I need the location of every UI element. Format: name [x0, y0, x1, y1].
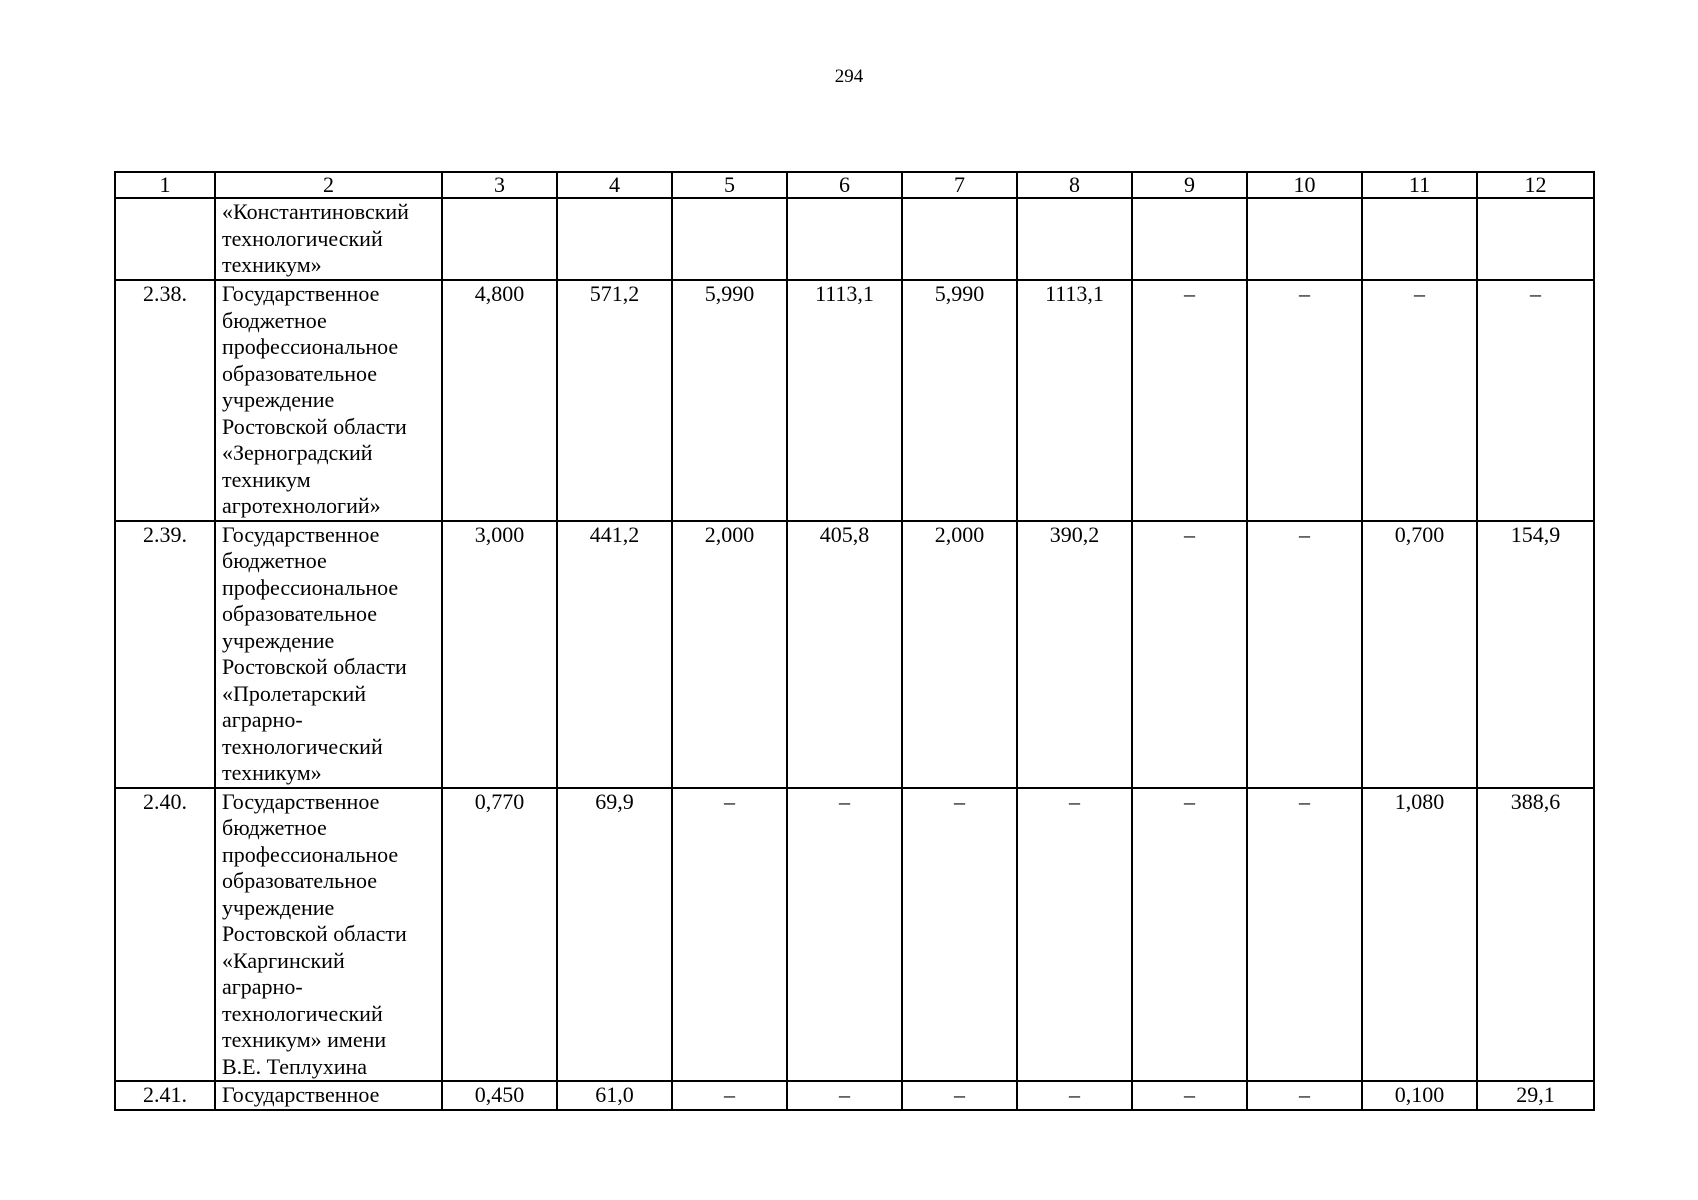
value-cell: – [902, 1081, 1017, 1110]
column-header: 12 [1477, 172, 1594, 198]
value-cell [557, 198, 672, 280]
value-cell: 390,2 [1017, 521, 1132, 788]
value-cell: 0,450 [442, 1081, 557, 1110]
name-line: профессиональное [222, 841, 399, 867]
value-cell: – [1247, 521, 1362, 788]
name-line: Ростовской области [222, 921, 407, 946]
column-header: 2 [215, 172, 442, 198]
value-cell: – [787, 788, 902, 1082]
value-cell [1132, 198, 1247, 280]
name-line: бюджетное [222, 548, 327, 573]
name-line: бюджетное [222, 815, 327, 840]
name-line: «Каргинский [222, 947, 345, 973]
column-header: 11 [1362, 172, 1477, 198]
name-line: аграрно- [222, 707, 303, 732]
column-header: 9 [1132, 172, 1247, 198]
value-cell [1362, 198, 1477, 280]
institution-name [215, 788, 442, 1082]
name-line: техникум» имени [222, 1027, 387, 1052]
table-row [115, 788, 1594, 1082]
name-line: техникум» [222, 760, 322, 785]
value-cell: – [1247, 1081, 1362, 1110]
value-cell: 61,0 [557, 1081, 672, 1110]
value-cell: 0,100 [1362, 1081, 1477, 1110]
column-header: 5 [672, 172, 787, 198]
value-cell: 1113,1 [787, 280, 902, 521]
value-cell: 0,770 [442, 788, 557, 1082]
table-row [115, 198, 1594, 280]
name-line: учреждение [222, 894, 335, 920]
name-line: Государственное [222, 788, 380, 814]
name-line: профессиональное [222, 574, 399, 600]
page-number: 294 [834, 66, 864, 87]
value-cell: – [1017, 788, 1132, 1082]
value-cell: – [1132, 1081, 1247, 1110]
value-cell: – [902, 788, 1017, 1082]
value-cell: – [1017, 1081, 1132, 1110]
column-header: 1 [115, 172, 215, 198]
name-line: Государственное [222, 521, 380, 547]
column-header: 10 [1247, 172, 1362, 198]
table-header-row [115, 172, 1594, 198]
value-cell [442, 198, 557, 280]
value-cell: 2,000 [672, 521, 787, 788]
name-line: технологический [222, 1000, 383, 1026]
table-row [115, 521, 1594, 788]
value-cell: – [1247, 788, 1362, 1082]
value-cell: – [1132, 521, 1247, 788]
table-row [115, 280, 1594, 521]
name-line: бюджетное [222, 307, 327, 333]
name-line: Государственное [222, 1082, 380, 1107]
name-line: «Зерноградский [222, 440, 373, 465]
value-cell: – [672, 1081, 787, 1110]
value-cell: 571,2 [557, 280, 672, 521]
value-cell: 0,700 [1362, 521, 1477, 788]
column-header: 4 [557, 172, 672, 198]
name-line: техникум [222, 466, 311, 492]
data-table [114, 171, 1595, 1111]
name-line: агротехнологий» [222, 493, 381, 518]
value-cell [672, 198, 787, 280]
column-header: 6 [787, 172, 902, 198]
value-cell: 3,000 [442, 521, 557, 788]
value-cell: – [787, 1081, 902, 1110]
name-line: образовательное [222, 601, 378, 626]
value-cell: 5,990 [902, 280, 1017, 521]
table-row [115, 1081, 1594, 1110]
institution-name [215, 198, 442, 280]
value-cell: 69,9 [557, 788, 672, 1082]
value-cell: – [672, 788, 787, 1082]
name-line: Государственное [222, 281, 380, 306]
column-header: 8 [1017, 172, 1132, 198]
name-line: «Пролетарский [222, 680, 366, 706]
value-cell: – [1132, 788, 1247, 1082]
value-cell: – [1362, 280, 1477, 521]
name-line: учреждение [222, 627, 335, 653]
value-cell: 1,080 [1362, 788, 1477, 1082]
value-cell [1017, 198, 1132, 280]
value-cell: 2,000 [902, 521, 1017, 788]
name-line: В.Е. Теплухина [222, 1053, 368, 1079]
value-cell [902, 198, 1017, 280]
value-cell: 5,990 [672, 280, 787, 521]
name-line: аграрно- [222, 974, 303, 999]
name-line: образовательное [222, 868, 378, 893]
value-cell: 405,8 [787, 521, 902, 788]
name-line: техникум» [222, 252, 322, 277]
value-cell: 29,1 [1477, 1081, 1594, 1110]
row-number: 2.38. [115, 280, 215, 521]
value-cell: 4,800 [442, 280, 557, 521]
name-line: технологический [222, 225, 383, 251]
value-cell: 441,2 [557, 521, 672, 788]
value-cell: – [1477, 280, 1594, 521]
institution-name [215, 1081, 442, 1110]
name-line: технологический [222, 733, 383, 759]
name-line: образовательное [222, 360, 378, 386]
institution-name [215, 280, 442, 521]
row-number [115, 198, 215, 280]
value-cell: 388,6 [1477, 788, 1594, 1082]
value-cell: – [1132, 280, 1247, 521]
row-number: 2.40. [115, 788, 215, 1082]
value-cell: – [1247, 280, 1362, 521]
value-cell: 154,9 [1477, 521, 1594, 788]
institution-name [215, 521, 442, 788]
column-header: 7 [902, 172, 1017, 198]
value-cell: 1113,1 [1017, 280, 1132, 521]
value-cell [787, 198, 902, 280]
column-header: 3 [442, 172, 557, 198]
name-line: профессиональное [222, 334, 399, 359]
name-line: Ростовской области [222, 413, 407, 439]
name-line: «Константиновский [222, 199, 409, 224]
row-number: 2.39. [115, 521, 215, 788]
name-line: учреждение [222, 387, 335, 412]
value-cell [1477, 198, 1594, 280]
name-line: Ростовской области [222, 654, 407, 679]
row-number: 2.41. [115, 1081, 215, 1110]
value-cell [1247, 198, 1362, 280]
